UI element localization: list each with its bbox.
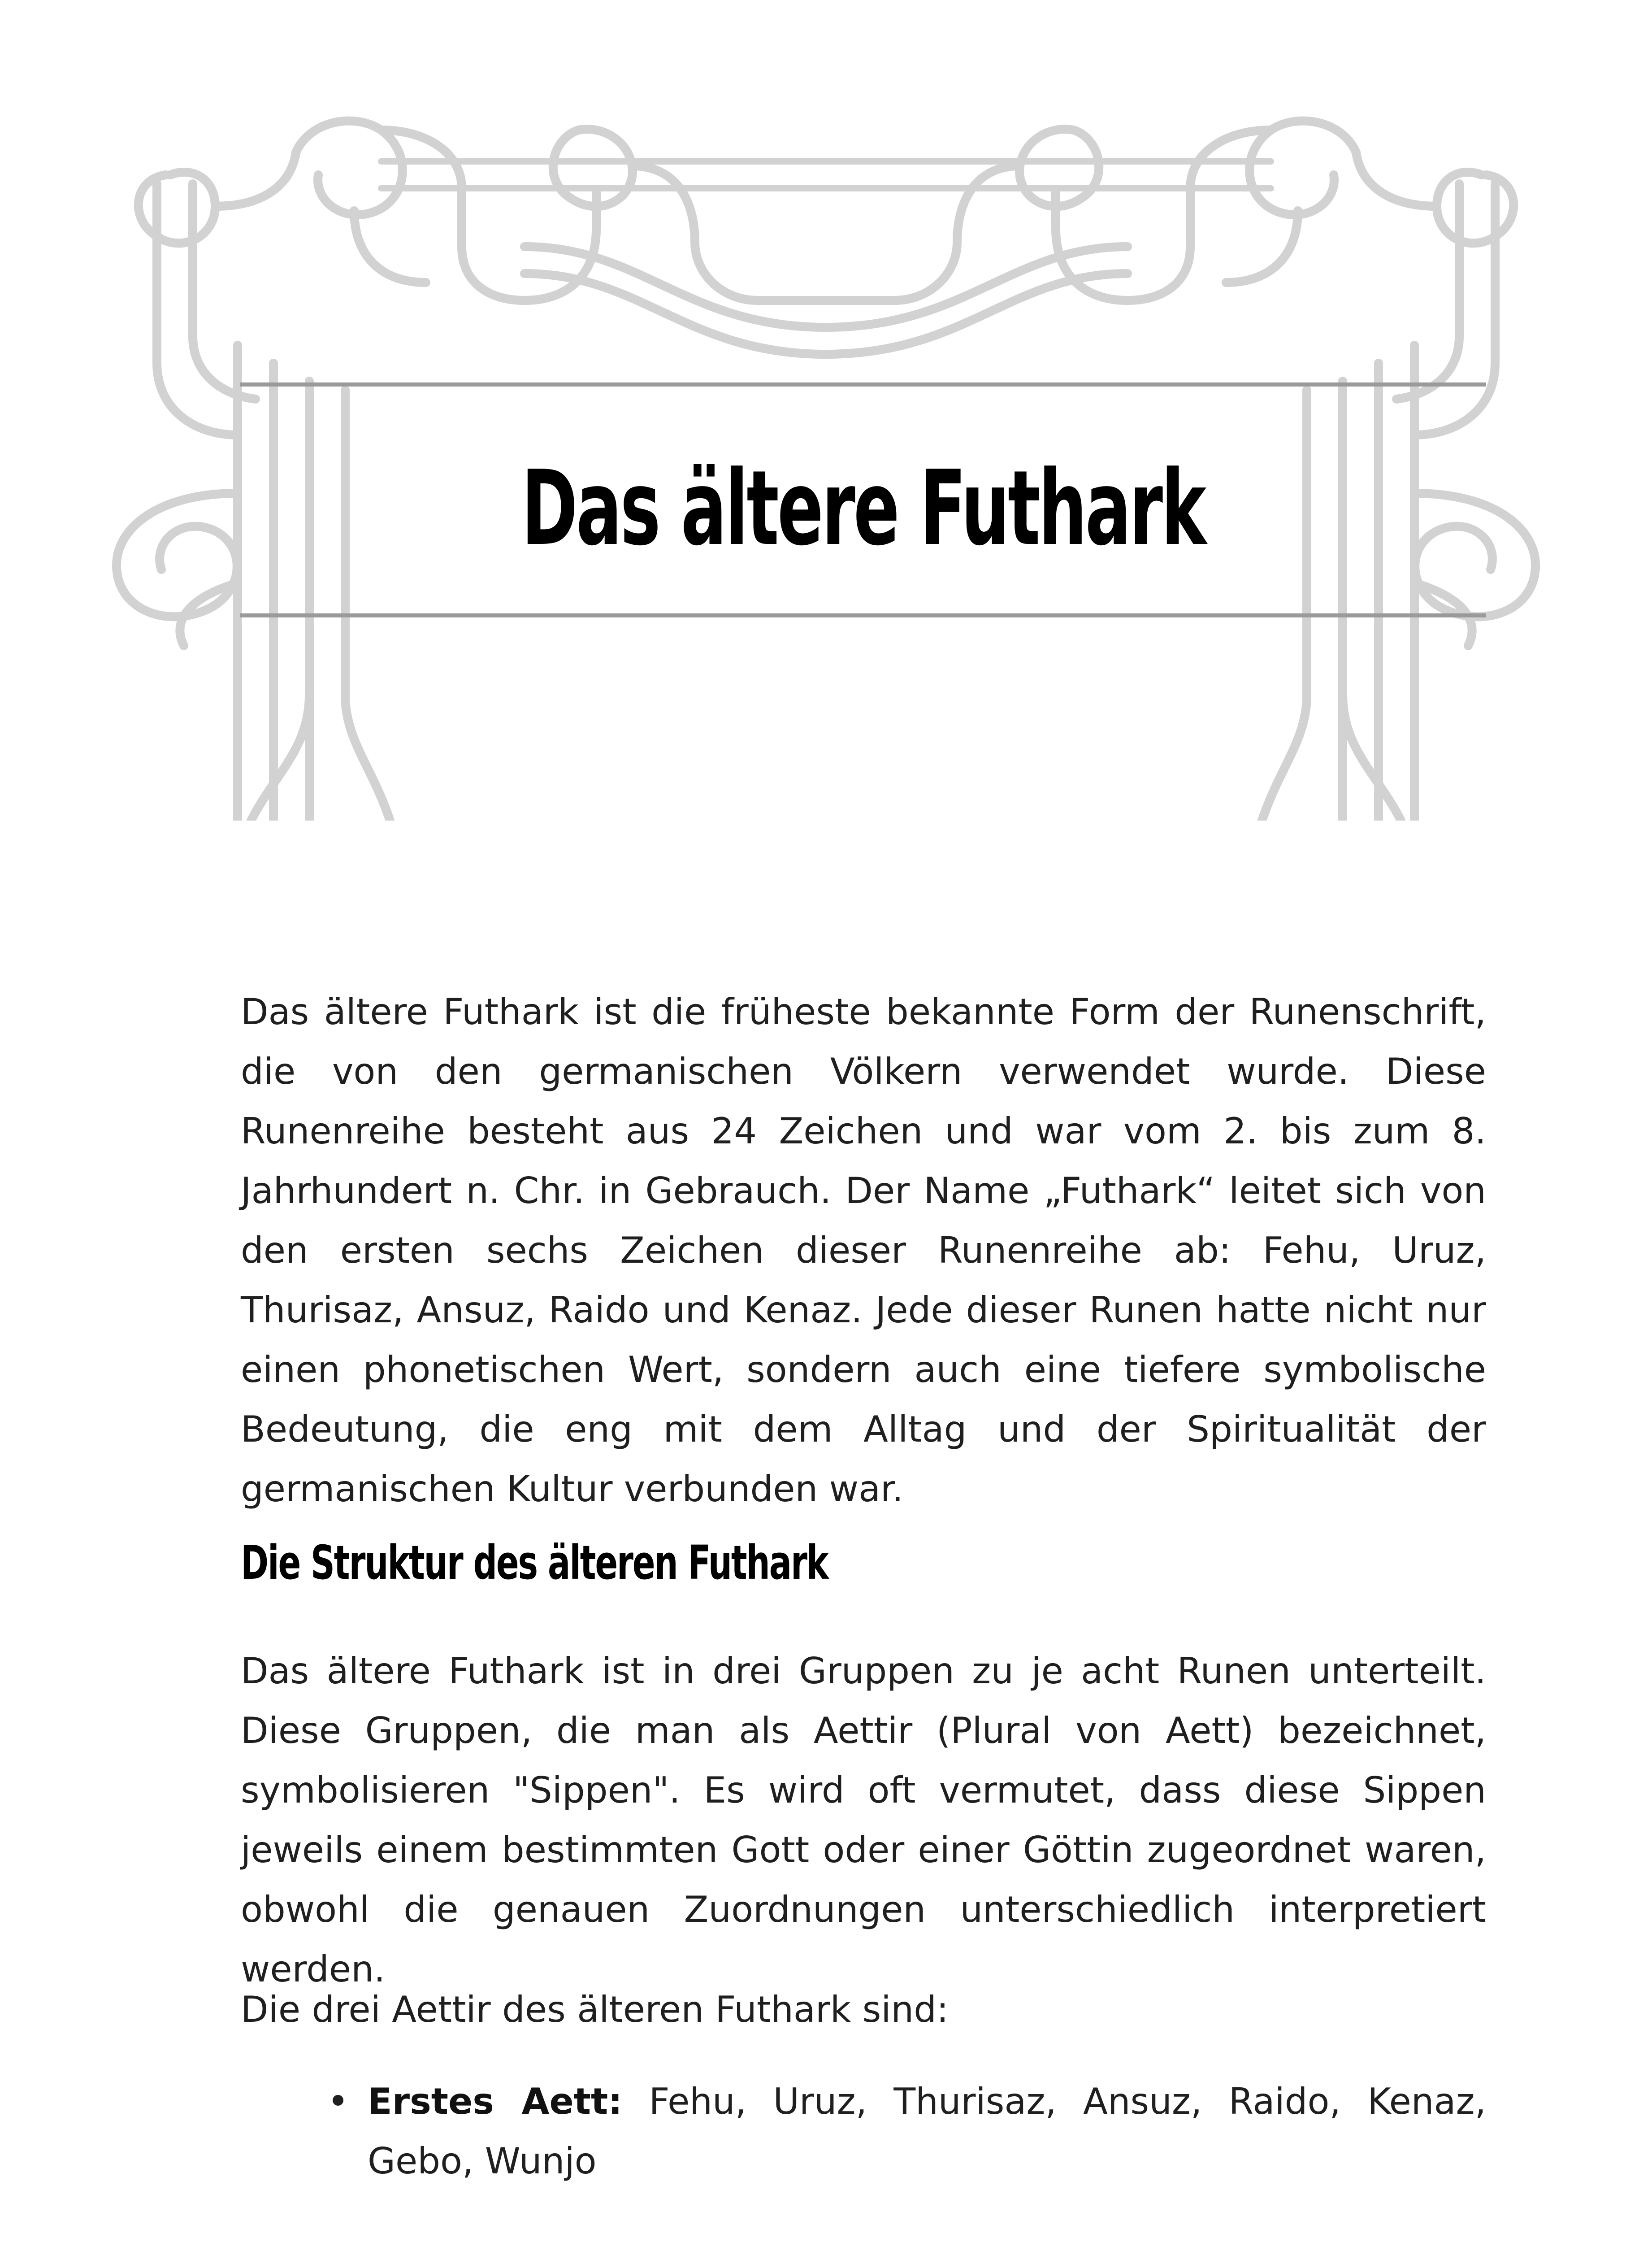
bullet-dot-icon: [333, 2095, 343, 2106]
intro-section: [241, 982, 1486, 1519]
structure-paragraph: Das ältere Futhark ist in drei Gruppen zu je acht Runen unterteilt. Diese Gruppen, die man als Aettir (Plural von Aett) bezeichnet, symbolisieren "Sippen". Es wird oft vermutet, dass diese Sippen jeweils einem bestimmten Gott oder einer Göttin zugeordnet waren, obwohl die genauen Zuordnungen unterschiedlich interpretiert werden.: [241, 1650, 1486, 1990]
aettir-list: [323, 2072, 1486, 2191]
intro-paragraph: Das ältere Futhark ist die früheste bekannte Form der Runenschrift, die von den germanischen Völkern verwendet wurde. Diese Runenreihe besteht aus 24 Zeichen und war vom 2. bis zum 8. Jahrhundert n. Chr. in Gebrauch. Der Name „Futhark“ leitet sich von den ersten sechs Zeichen dieser Runenreihe ab: Fehu, Uruz, Thurisaz, Ansuz, Raido und Kenaz. Jede dieser Runen hatte nicht nur einen phonetischen Wert, sondern auch eine tiefere symbolische Bedeutung, die eng mit dem Alltag und der Spiritualität der germanischen Kultur verbunden war.: [241, 991, 1486, 1510]
list-intro: Die drei Aettir des älteren Futhark sind:: [241, 1989, 949, 2030]
title-rule-bottom: [240, 613, 1486, 617]
list-item: [323, 2072, 1486, 2191]
list-item-label: Erstes Aett:: [368, 2081, 623, 2122]
section-heading: Die Struktur des älteren Futhark: [241, 1535, 828, 1590]
structure-section: [241, 1641, 1486, 1999]
title-rule-top: [240, 382, 1486, 387]
list-intro-block: [241, 1980, 1486, 2039]
page-title: Das ältere Futhark: [521, 449, 1205, 569]
list-item-text: Fehu, Uruz, Thurisaz, Ansuz, Raido, Kenaz, Gebo, Wunjo: [368, 2081, 1487, 2182]
